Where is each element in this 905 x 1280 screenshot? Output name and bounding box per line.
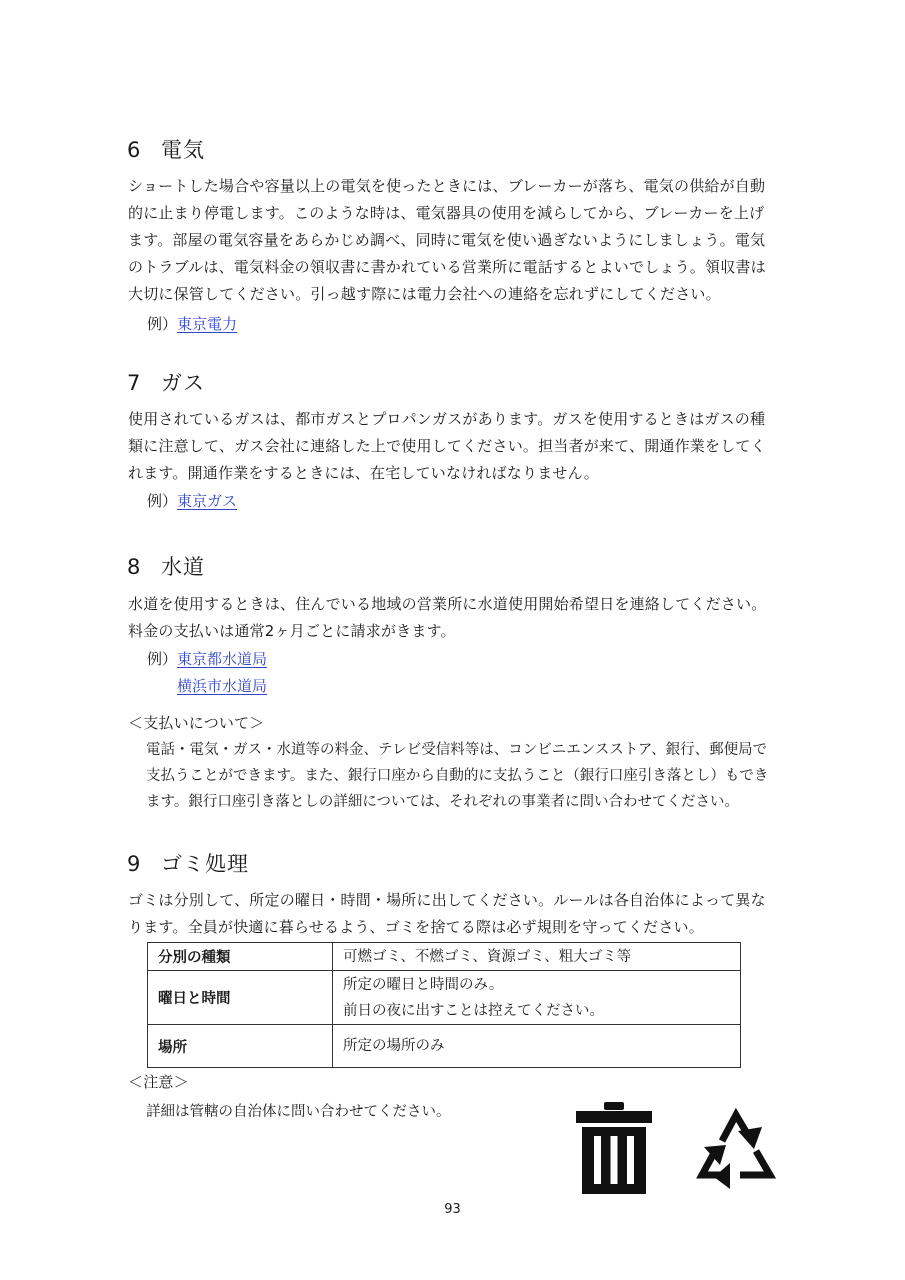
link-tokyo-electric[interactable]: 東京電力: [177, 315, 238, 333]
body-line: ます。銀行口座引き落としの詳細については、それぞれの事業者に問い合わせてください。: [146, 794, 740, 810]
body-line: 電話・電気・ガス・水道等の料金、テレビ受信料等は、コンビニエンスストア、銀行、郵便局で: [146, 742, 768, 758]
section-title: ゴミ処理: [161, 852, 249, 876]
example-label: 例）: [147, 492, 178, 510]
body-line: 大切に保管してください。引っ越す際には電力会社への連絡を忘れずにしてください。: [128, 285, 721, 303]
example-row: [177, 675, 267, 696]
recycle-icon: [686, 1101, 786, 1195]
example-row: [147, 648, 267, 669]
table-key: 分別の種類: [148, 943, 333, 971]
body-line: 類に注意して、ガス会社に連絡した上で使用してください。担当者が来て、開通作業をしてく: [128, 437, 766, 455]
section-body-garbage: [128, 887, 766, 941]
section-title: 電気: [161, 138, 205, 162]
body-line: ります。全員が快適に暮らせるよう、ゴミを捨てる際は必ず規則を守ってください。: [128, 918, 704, 936]
section-heading-gas: [127, 367, 205, 397]
body-line: のトラブルは、電気料金の領収書に書かれている営業所に電話するとよいでしょう。領収書は: [128, 258, 766, 276]
section-number: 9: [127, 852, 142, 876]
section-title: ガス: [161, 371, 205, 395]
table-value: 所定の曜日と時間のみ。 前日の夜に出すことは控えてください。: [333, 971, 741, 1025]
section-body-water: [128, 591, 766, 645]
link-tokyo-gas[interactable]: 東京ガス: [177, 492, 238, 510]
body-line: 使用されているガスは、都市ガスとプロパンガスがあります。ガスを使用するときはガスの種: [128, 410, 766, 428]
page-number: 93: [444, 1202, 461, 1217]
link-tokyo-waterworks[interactable]: 東京都水道局: [177, 650, 268, 668]
table-row: [148, 971, 741, 1025]
body-line: 料金の支払いは通常2ヶ月ごとに請求がきます。: [128, 622, 456, 640]
section-number: 6: [127, 138, 142, 162]
body-line: 的に止まり停電します。このような時は、電気器具の使用を減らしてから、ブレーカーを上げ: [128, 204, 765, 222]
table-row: [148, 943, 741, 971]
body-line: 支払うことができます。また、銀行口座から自動的に支払うこと（銀行口座引き落とし）もでき: [146, 768, 769, 784]
example-label: 例）: [147, 650, 178, 668]
body-line: ショートした場合や容量以上の電気を使ったときには、ブレーカーが落ち、電気の供給が自動: [128, 177, 766, 195]
table-value: 可燃ゴミ、不燃ゴミ、資源ゴミ、粗大ゴミ等: [333, 943, 741, 971]
table-key: 場所: [148, 1025, 333, 1068]
section-body-electricity: [128, 173, 766, 308]
note-text: 詳細は管轄の自治体に問い合わせてください。: [146, 1104, 451, 1120]
trash-can-icon: [576, 1102, 652, 1194]
section-body-gas: [128, 406, 766, 487]
section-title: 水道: [161, 555, 205, 579]
body-line: ます。部屋の電気容量をあらかじめ調べ、同時に電気を使い過ぎないようにしましょう。電気: [128, 231, 766, 249]
body-line: 水道を使用するときは、住んでいる地域の営業所に水道使用開始希望日を連絡してください。: [128, 595, 767, 613]
payment-body: [146, 737, 768, 815]
link-yokohama-waterworks[interactable]: 横浜市水道局: [177, 677, 268, 695]
section-number: 7: [127, 371, 142, 395]
table-row: [148, 1025, 741, 1068]
example-label: 例）: [147, 315, 178, 333]
payment-heading: ＜支払いについて＞: [128, 714, 265, 732]
section-heading-electricity: [127, 134, 205, 164]
table-key: 曜日と時間: [148, 971, 333, 1025]
body-line: ゴミは分別して、所定の曜日・時間・場所に出してください。ルールは各自治体によって異な: [128, 891, 766, 909]
note-heading: ＜注意＞: [128, 1073, 189, 1091]
section-number: 8: [127, 555, 142, 579]
body-line: れます。開通作業をするときには、在宅していなければなりません。: [128, 464, 599, 482]
example-row: [147, 313, 237, 334]
example-row: [147, 490, 237, 511]
section-heading-garbage: [127, 848, 249, 878]
section-heading-water: [127, 551, 205, 581]
garbage-rules-table: [147, 942, 741, 1068]
table-value: 所定の場所のみ: [333, 1025, 741, 1068]
